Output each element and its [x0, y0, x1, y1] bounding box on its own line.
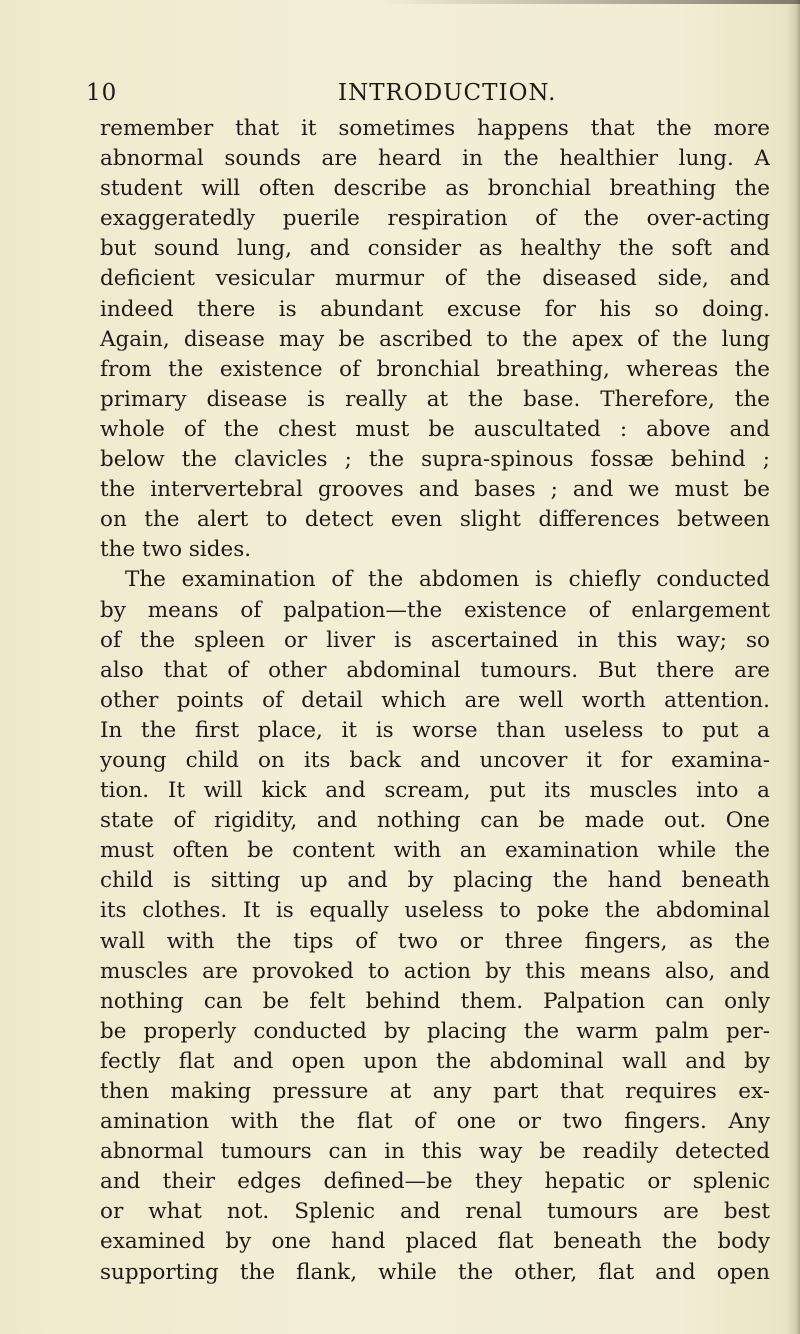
text-line: whole of the chest must be auscultated : above and	[100, 416, 770, 442]
text-line: wall with the tips of two or three fingers, as the	[100, 928, 770, 954]
text-line: abnormal sounds are heard in the healthier lung. A	[100, 146, 770, 172]
body-text	[100, 114, 770, 1288]
text-line: student will often describe as bronchial breathing the	[100, 176, 770, 202]
page-right-edge-shadow	[786, 0, 800, 1334]
text-line: examined by one hand placed flat beneath the body	[100, 1229, 770, 1255]
text-line: exaggeratedly puerile respiration of the over-acting	[100, 206, 770, 232]
text-line: young child on its back and uncover it for examina-	[100, 747, 770, 773]
text-line: also that of other abdominal tumours. But there are	[100, 657, 770, 683]
text-line: muscles are provoked to action by this means also, and	[100, 958, 770, 984]
text-line: deficient vesicular murmur of the diseased side, and	[100, 266, 770, 292]
text-line: of the spleen or liver is ascertained in this way; so	[100, 627, 770, 653]
text-line: and their edges defined—be they hepatic or splenic	[100, 1169, 770, 1195]
text-line: The examination of the abdomen is chiefly conducted	[125, 567, 770, 593]
page-header	[86, 80, 766, 110]
page-top-edge-shadow	[380, 0, 800, 4]
text-line: the two sides.	[100, 537, 252, 563]
text-line: by means of palpation—the existence of enlargement	[100, 597, 770, 623]
text-line: abnormal tumours can in this way be readily detected	[100, 1139, 770, 1165]
text-line: nothing can be felt behind them. Palpation can only	[100, 988, 770, 1014]
text-line: In the first place, it is worse than useless to put a	[100, 717, 770, 743]
text-line: Again, disease may be ascribed to the apex of the lung	[100, 326, 770, 352]
text-line: supporting the flank, while the other, flat and open	[100, 1259, 770, 1285]
text-line: the intervertebral grooves and bases ; and we must be	[100, 477, 770, 503]
text-line: must often be content with an examination while the	[100, 838, 770, 864]
text-line: below the clavicles ; the supra-spinous fossæ behind ;	[100, 447, 770, 473]
text-line: remember that it sometimes happens that the more	[100, 116, 770, 141]
text-line: primary disease is really at the base. Therefore, the	[100, 386, 770, 412]
text-line: indeed there is abundant excuse for his so doing.	[100, 296, 770, 322]
page-number: 10	[86, 80, 118, 106]
text-line: tion. It will kick and scream, put its muscles into a	[100, 778, 770, 804]
text-line: but sound lung, and consider as healthy the soft and	[100, 236, 770, 262]
text-line: fectly flat and open upon the abdominal wall and by	[100, 1048, 770, 1074]
text-line: state of rigidity, and nothing can be made out. One	[100, 808, 770, 834]
text-line: then making pressure at any part that requires ex-	[100, 1079, 770, 1104]
text-line: or what not. Splenic and renal tumours are best	[100, 1199, 770, 1225]
text-line: be properly conducted by placing the warm palm per-	[100, 1018, 770, 1044]
running-head: INTRODUCTION.	[338, 80, 557, 106]
text-line: other points of detail which are well worth attention.	[100, 687, 770, 713]
text-line: amination with the flat of one or two fingers. Any	[100, 1109, 770, 1135]
text-line: on the alert to detect even slight differences between	[100, 507, 770, 533]
text-line: its clothes. It is equally useless to poke the abdominal	[100, 898, 770, 924]
text-line: child is sitting up and by placing the hand beneath	[100, 868, 770, 894]
text-line: from the existence of bronchial breathing, whereas the	[100, 356, 770, 382]
